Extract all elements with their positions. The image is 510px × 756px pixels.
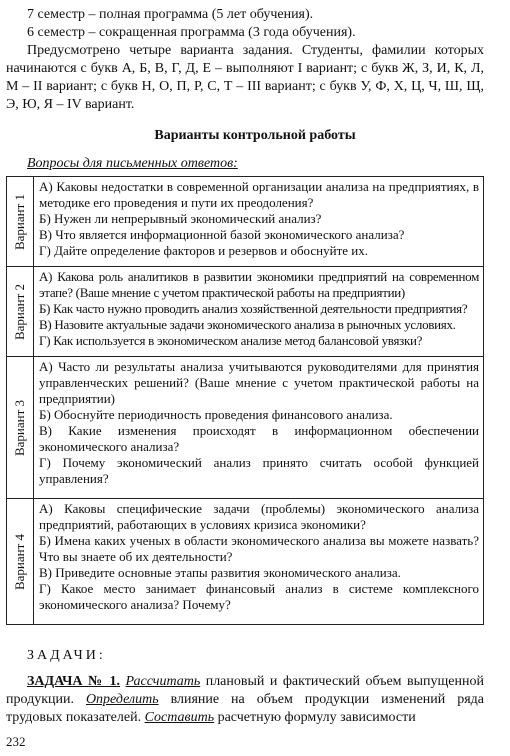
variant-1-question-d: Г) Дайте определение факторов и резервов и обоснуйте их.	[39, 243, 368, 258]
variant-1-question-a: А) Каковы недостатки в современной организации анализа на предприятиях, в методике его проведения и пути их преодоления?	[39, 179, 479, 210]
variant-4-question-b: Б) Имена каких ученых в области экономического анализа вы можете назвать? Что вы знаете об их деятельности?	[39, 533, 479, 564]
variant-1-label: Вариант 1	[12, 193, 27, 250]
variant-row-2	[7, 267, 484, 357]
variant-row-4	[7, 499, 484, 625]
variant-2-question-c: В) Назовите актуальные задачи экономического анализа в рыночных условиях.	[39, 317, 456, 332]
variant-2-questions	[34, 267, 484, 357]
intro-line-1: 7 семестр – полная программа (5 лет обучения).	[27, 7, 314, 22]
intro-paragraph: Предусмотрено четыре варианта задания. Студенты, фамилии которых начинаются с букв А, Б, В, Г, Д, Е – выполняют I вариант; с букв Ж, З, И, К, Л, М – II вариант; с букв Н, О, П, Р, С, Т – III вариант; с букв У, Ф, Х, Ц, Ч, Ш, Щ, Э, Ю, Я – IV вариант.	[6, 43, 484, 112]
section-title: Варианты контрольной работы	[154, 128, 356, 143]
variant-4-question-d: Г) Какое место занимает финансовый анализ в системе комплексного экономического анализа? Почему?	[39, 581, 479, 612]
variant-3-questions	[34, 357, 484, 499]
intro-line-2: 6 семестр – сокращенная программа (3 года обучения).	[27, 25, 356, 40]
variant-3-question-b: Б) Обоснуйте периодичность проведения финансового анализа.	[39, 407, 393, 422]
variant-3-label-cell	[7, 357, 34, 499]
task-1-verb-compose: Составить	[144, 710, 215, 725]
variant-2-question-b: Б) Как часто нужно проводить анализ хозяйственной деятельности предприятия?	[39, 301, 468, 316]
variant-row-1	[7, 177, 484, 267]
task-1-verb-determine: Определить	[85, 692, 159, 707]
variant-4-label: Вариант 4	[12, 533, 27, 590]
task-1-paragraph	[6, 673, 484, 727]
tasks-heading: ЗАДАЧИ:	[27, 648, 106, 663]
variants-table	[6, 176, 484, 625]
variant-4-questions	[34, 499, 484, 625]
variant-4-label-cell	[7, 499, 34, 625]
variant-2-label-cell	[7, 267, 34, 357]
variant-1-question-c: В) Что является информационной базой экономического анализа?	[39, 227, 405, 242]
task-1-text-1: плановый и фактический объем выпущенной продукции.	[6, 674, 485, 707]
task-1-verb-calculate: Рассчитать	[125, 674, 201, 689]
task-1-text-2: влияние на объем продукции изменений ряда трудовых показателей.	[6, 692, 484, 725]
variant-2-question-a: А) Какова роль аналитиков в развитии экономики предприятий на современном этапе? (Ваше мнение с учетом практической работы на предприятии)	[39, 269, 479, 300]
task-1-text-3: расчетную формулу зависимости	[214, 710, 416, 725]
variant-1-question-b: Б) Нужен ли непрерывный экономический анализ?	[39, 211, 322, 226]
variant-1-questions	[34, 177, 484, 267]
variant-4-question-a: А) Каковы специфические задачи (проблемы) экономического анализа предприятий, работающих в условиях кризиса экономики?	[39, 501, 479, 532]
variant-4-question-c: В) Приведите основные этапы развития экономического анализа.	[39, 565, 401, 580]
variant-3-label: Вариант 3	[12, 399, 27, 456]
variant-3-question-d: Г) Почему экономический анализ принято считать особой функцией управления?	[39, 455, 479, 486]
page-number: 232	[6, 734, 26, 749]
variant-2-label: Вариант 2	[12, 283, 27, 340]
variant-2-question-d: Г) Как используется в экономическом анализе метод балансовой увязки?	[39, 333, 423, 348]
variant-3-question-a: А) Часто ли результаты анализа учитываются руководителями для принятия управленческих решений? (Ваше мнение с учетом практической работы на предприятии)	[39, 359, 479, 406]
variant-row-3	[7, 357, 484, 499]
questions-subtitle: Вопросы для письменных ответов:	[27, 156, 238, 171]
variant-3-question-c: В) Какие изменения происходят в информационном обеспечении экономического анализа?	[39, 423, 479, 454]
variant-1-label-cell	[7, 177, 34, 267]
task-1-label: ЗАДАЧА № 1.	[27, 674, 121, 689]
